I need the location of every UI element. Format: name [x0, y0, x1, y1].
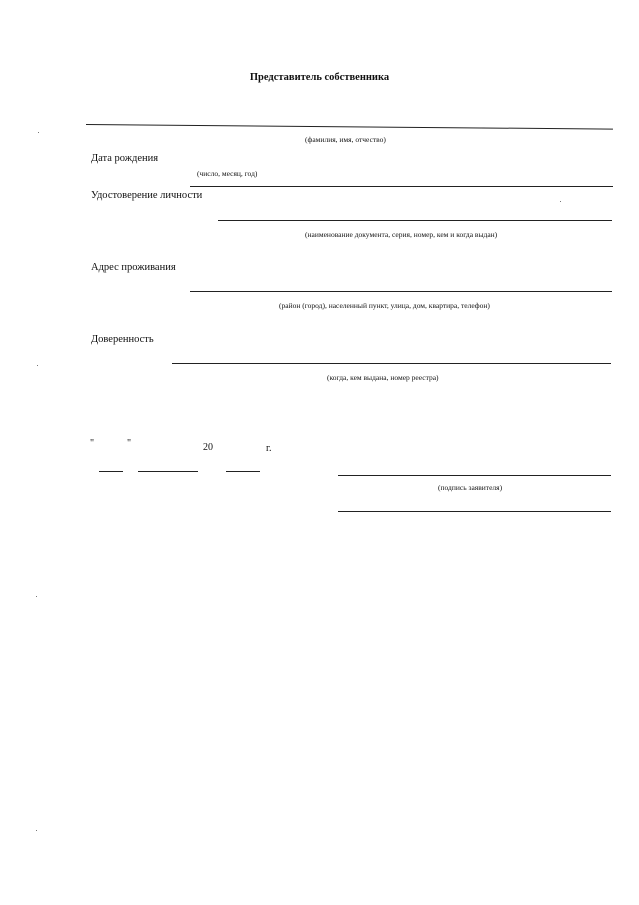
signature-name-line — [338, 511, 611, 512]
date-century: 20 — [203, 442, 213, 453]
id-hint: (наименование документа, серия, номер, кем и когда выдан) — [305, 230, 498, 239]
address-hint: (район (город), населенный пункт, улица, дом, квартира, телефон) — [279, 301, 490, 310]
scan-speck — [37, 365, 38, 366]
id-label: Удостоверение личности — [91, 190, 203, 201]
address-label: Адрес проживания — [91, 262, 176, 273]
scan-speck — [38, 132, 39, 133]
address-line — [190, 291, 612, 292]
signature-hint: (подпись заявителя) — [438, 483, 503, 492]
date-close-quote: " — [127, 438, 132, 449]
date-day-line — [99, 471, 123, 472]
date-year-line — [226, 471, 260, 472]
date-open-quote: " — [90, 438, 95, 449]
id-line — [218, 220, 612, 221]
poa-label: Доверенность — [91, 334, 154, 345]
birth-date-hint: (число, месяц, год) — [197, 169, 258, 178]
poa-hint: (когда, кем выдана, номер реестра) — [327, 373, 439, 382]
full-name-hint: (фамилия, имя, отчество) — [305, 135, 386, 144]
date-year-suffix: г. — [266, 443, 272, 454]
birth-date-label: Дата рождения — [91, 153, 159, 164]
poa-line — [172, 363, 611, 364]
signature-line — [338, 475, 611, 476]
scan-speck — [36, 596, 37, 597]
form-title: Представитель собственника — [249, 72, 390, 83]
scan-speck — [560, 201, 561, 202]
birth-date-line — [190, 186, 613, 187]
scan-speck — [36, 830, 37, 831]
full-name-line — [86, 124, 613, 130]
date-month-line — [138, 471, 198, 472]
